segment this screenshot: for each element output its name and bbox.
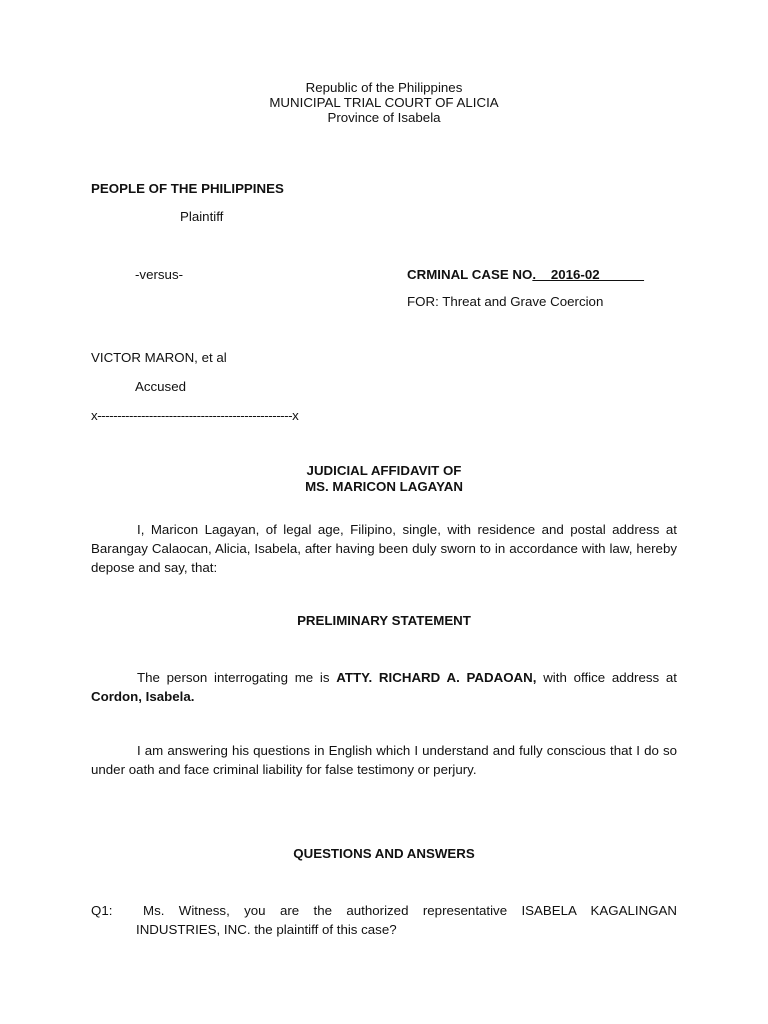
accused-role: Accused [135,379,186,394]
question-label: Q1: [91,903,113,918]
header-court: MUNICIPAL TRIAL COURT OF ALICIA [269,95,499,110]
intro-paragraph: I, Maricon Lagayan, of legal age, Filipino, single, with residence and postal address at Barangay Calaocan, Alicia, Isabela, after having been duly sworn to in accordance with law, hereby depose and say, that: [91,522,677,575]
qa-heading: QUESTIONS AND ANSWERS [293,846,475,861]
interrogator-intro: The person interrogating me is [137,670,337,685]
title-line-1: JUDICIAL AFFIDAVIT OF [306,463,462,478]
accused-name: VICTOR MARON, et al [91,350,227,365]
plaintiff-role: Plaintiff [180,209,224,224]
preliminary-paragraph-1 [91,668,677,706]
case-offense: FOR: Threat and Grave Coercion [407,294,604,309]
plaintiff-name: PEOPLE OF THE PHILIPPINES [91,181,284,196]
interrogator-address: Cordon, Isabela. [91,689,195,704]
header-republic: Republic of the Philippines [305,80,463,95]
preliminary-heading: PRELIMINARY STATEMENT [297,613,471,628]
header-province: Province of Isabela [327,110,441,125]
interrogator-middle: with office address at [536,670,677,685]
case-number-label: CRMINAL CASE NO [407,267,533,282]
case-number [407,265,644,284]
versus-label: -versus- [135,267,184,282]
title-line-2: MS. MARICON LAGAYAN [305,479,463,494]
case-number-value: .__2016-02______ [532,267,644,282]
question-text: Ms. Witness, you are the authorized representative ISABELA KAGALINGAN INDUSTRIES, INC. the plaintiff of this case? [136,903,677,937]
interrogator-name: ATTY. RICHARD A. PADAOAN, [336,670,537,685]
preliminary-paragraph-2: I am answering his questions in English which I understand and fully conscious that I do so under oath and face criminal liability for false testimony or perjury. [91,743,677,777]
caption-separator: x-------------------------------------------------x [91,408,299,423]
